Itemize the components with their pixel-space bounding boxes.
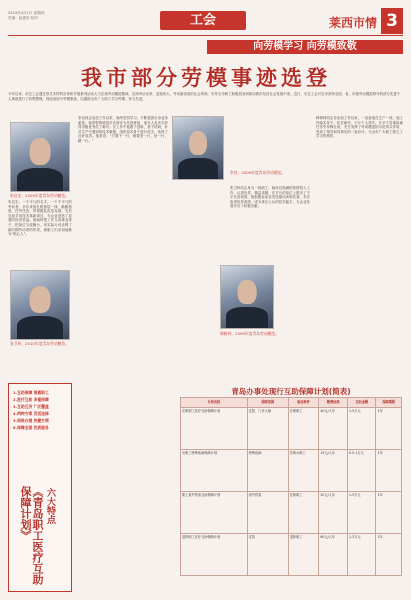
feature-item: 3.互助互济 广泛覆盖: [13, 404, 49, 409]
banner: 向劳模学习 向劳模致敬: [207, 40, 403, 54]
table-cell: 1年: [376, 450, 402, 492]
feature-item: 5.网络办理 快捷方便: [13, 418, 49, 423]
photo-1-caption: 朱启宏，2009年度青岛劳动模范。: [10, 193, 70, 198]
table-header: 保障期限: [376, 398, 402, 408]
table-cell: 1-3万元: [347, 534, 376, 576]
feature-item: 6.保障全面 优质服务: [13, 425, 49, 430]
photo-3: [10, 270, 70, 340]
feature-item: 1.互助保障 普惠职工: [13, 390, 49, 395]
header-rule: [8, 35, 403, 36]
table-cell: 住院、门诊大病: [247, 408, 288, 450]
header-editor: 责编：赵惠浩 校对：: [8, 16, 42, 20]
table-header: 缴费标准: [319, 398, 348, 408]
feature-item: 2.医疗互助 多重保障: [13, 397, 49, 402]
sidebar-box: [8, 383, 72, 592]
article-col-4: 韩树林同志自参加工作以来，一直奋战在生产一线，他工作踏实肯干，吃苦耐劳，不计个人得失，在多个急难险重任务中冲锋在前，充分发挥了劳动模范的示范带头作用，受到了领导和同事们的一致好评，为全市广大职工树立了学习的榜样。: [316, 116, 403, 139]
header-date: 2014年4月1日 星期四: [8, 11, 45, 15]
photo-2-caption: 李良，2009年度青岛劳动模范。: [230, 170, 286, 175]
photo-3-caption: 张卫岭，2010年度青岛劳动模范。: [10, 341, 70, 346]
photo-4-caption: 韩树林，2009年度青岛劳动模范。: [220, 331, 280, 336]
article-col-1: 朱启宏，一个平凡的名字，一个不平凡的劳动者。多年来他扎根基层一线，勤勤恳恳，任劳任怨，带领团队攻坚克难，先后完成多项技术革新项目，为企业创造了显著的经济效益。他始终把工作当成事业来干，把岗位当成舞台，用实际行动诠释了新时期劳动者的风采，被职工们亲切地称为“贴心人”。: [8, 200, 72, 237]
table-cell: 在职职工: [288, 492, 319, 534]
table-header: 保障范围: [247, 398, 288, 408]
table-header: 参加条件: [288, 398, 319, 408]
table-cell: 女职工特殊疾病保障计划: [181, 450, 248, 492]
photo-1: [10, 122, 70, 192]
headline: 我市部分劳模事迹选登: [81, 65, 331, 90]
table-cell: 1-5万元: [347, 408, 376, 450]
table-cell: 意外伤害: [247, 492, 288, 534]
table-cell: 1年: [376, 534, 402, 576]
page-header: [8, 8, 403, 34]
table-cell: 1年: [376, 408, 402, 450]
table-cell: 职工意外伤害互助保障计划: [181, 492, 248, 534]
table-cell: 1年: [376, 492, 402, 534]
table-row: [181, 408, 402, 450]
table-cell: 1-3万元: [347, 492, 376, 534]
table-cell: 特殊疾病: [247, 450, 288, 492]
table-cell: 退休职工医疗互助保障计划: [181, 534, 248, 576]
insurance-table: [180, 397, 402, 576]
table-cell: 15元/人年: [319, 450, 348, 492]
photo-4: [220, 265, 274, 329]
table-title: 青岛办事处现行互助保障计划(简表): [231, 387, 351, 396]
header-meta: [8, 11, 44, 21]
section-title: 莱西市情: [328, 16, 377, 30]
table-header-row: [181, 398, 402, 408]
table-cell: 退休职工: [288, 534, 319, 576]
table-cell: 在职职工医疗互助保障计划: [181, 408, 248, 450]
table-cell: 在职女职工: [288, 450, 319, 492]
table-header: 互助金额: [347, 398, 376, 408]
table-cell: 住院: [247, 534, 288, 576]
page-number: 3: [381, 8, 403, 34]
newspaper-logo: 工会: [160, 11, 246, 30]
table-cell: 20元/人年: [319, 492, 348, 534]
article-col-3: 张卫岭同志身为一线职工，始终以饱满的热情投入工作，认真负责，精益求精，在平凡的岗位上做出了不平凡的成绩。他积极参加各类技能培训和比赛，多次取得优异成绩，成为单位公认的技术能手，为企业发展作出了积极贡献。: [230, 186, 310, 209]
table-row: [181, 492, 402, 534]
table-cell: 在职职工: [288, 408, 319, 450]
article-col-2: 李良同志参加工作以来，始终坚持学习，不断提高自身业务素质。他带领的班组多次被评为先进班组，他本人也多次获得市级优秀员工称号。在工作中他敢于创新，善于钻研，针对生产中遇到的技术难题，组织技术骨干进行攻关，取得了良好成效。他常说：“只要干一行，就要爱一行，钻一行，精一行。”: [78, 116, 168, 143]
sidebar-feature-list: [13, 388, 69, 430]
table-cell: 0.5-1万元: [347, 450, 376, 492]
feature-item: 4.两种方案 灵活选择: [13, 411, 49, 416]
table-row: [181, 534, 402, 576]
lead-paragraph: 今年以来，市总工会通过形式多样的宣传和开展系列活动大力弘扬劳动模范精神，弘扬劳动光荣、创造伟大、劳动最崇高的社会风尚，引导全市职工积极投身到推动我市经济社会发展中来。近日，市总工会对全市获得全国、省、市级劳动模范称号的部分先进个人事迹进行了收集整理，现选登部分劳模事迹，以激励全市广大职工学习劳模、争当先进。: [8, 92, 401, 101]
photo-2: [172, 116, 224, 180]
table-cell: 60元/人年: [319, 534, 348, 576]
table-cell: 40元/人年: [319, 408, 348, 450]
table-header: 计划名称: [181, 398, 248, 408]
sidebar-subtitle: 六大特点: [45, 488, 55, 524]
table-row: [181, 450, 402, 492]
sidebar-title: 《青岛职工医疗互助保障计划》: [19, 486, 44, 585]
